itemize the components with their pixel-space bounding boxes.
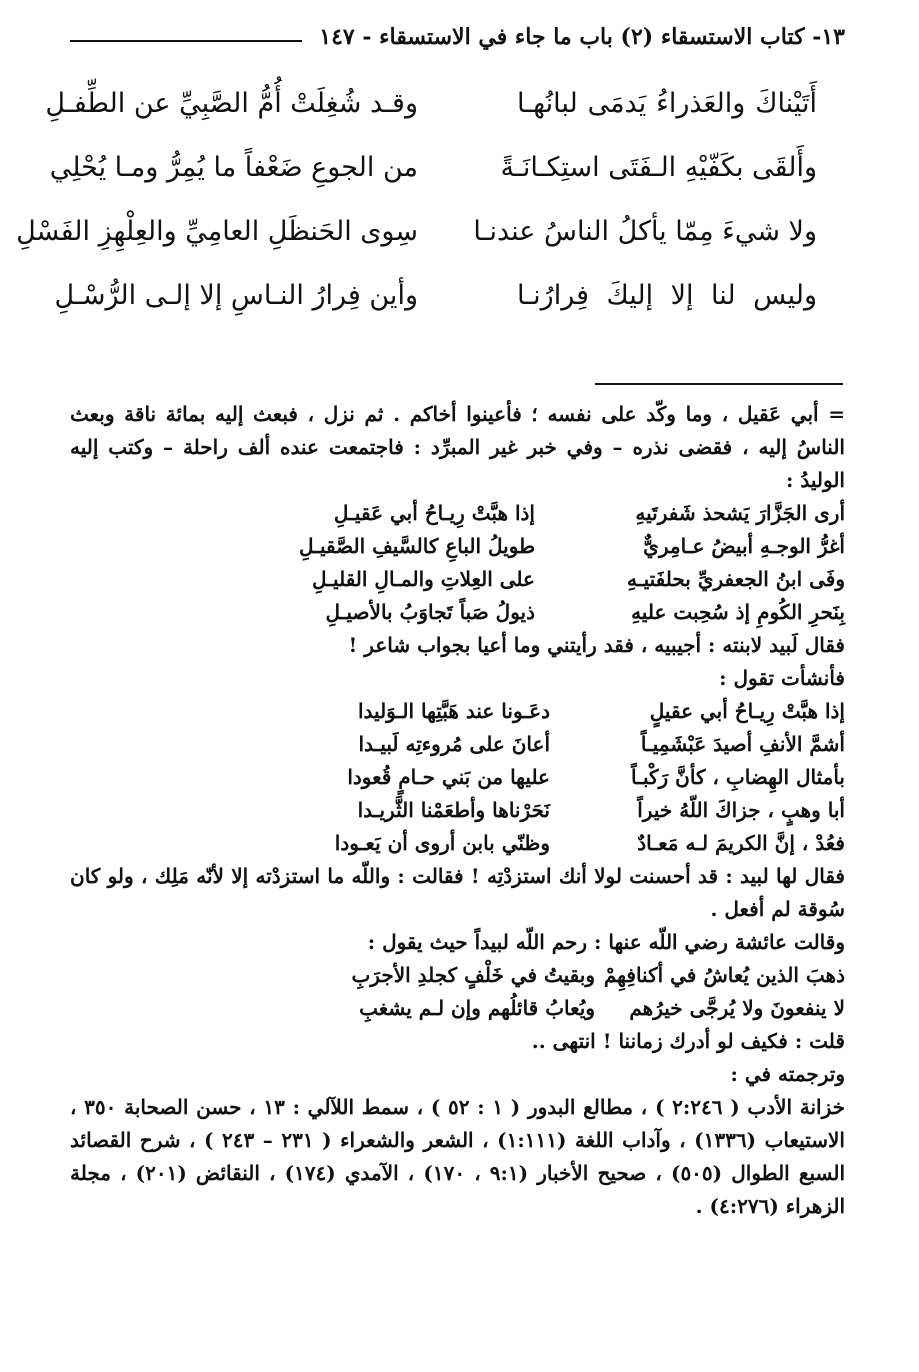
poem-line (54, 280, 845, 344)
first-hemistich: فعُدْ ، إنَّ الكريمَ لـه مَعـادٌ (637, 831, 845, 855)
verse-line (70, 728, 845, 761)
first-hemistich: أرى الجَزَّارَ يَشحذ شَفرتَيهِ (635, 501, 845, 525)
main-poem (16, 88, 845, 344)
verse-line (70, 695, 845, 728)
poem-line (16, 216, 845, 280)
first-hemistich: أغرُّ الوجـهِ أبيضُ عـامِريٌّ (643, 534, 845, 558)
second-hemistich: وأين فِرارُ النـاسِ إلا إلـى الرُّسْـلِ (54, 280, 418, 311)
verse-line (70, 596, 845, 629)
second-hemistich: أعانَ على مُروءتِه لَبيـدا (358, 732, 550, 756)
second-hemistich: إذا هبَّتْ رِيـاحُ أبي عَقيـلِ (333, 501, 535, 525)
verse-line (70, 497, 845, 530)
second-hemistich: من الجوعِ ضَعْفاً ما يُمِرُّ ومـا يُحْلِي (49, 152, 418, 183)
footnote-paragraph: وترجمته في : (730, 1062, 845, 1086)
footnotes (70, 398, 845, 1223)
footnote-paragraph: فأنشأت تقول : (719, 666, 845, 690)
verse-line (70, 530, 845, 563)
second-hemistich: ويُعابُ قائلُهم وإن لـم يشغبِ (359, 996, 595, 1020)
first-hemistich: وفَى ابنُ الجعفريِّ بحلفَتيـهِ (626, 567, 845, 591)
footnote-paragraph: فقال لَبيد لابنته : أجيبيه ، فقد رأيتني وما أعيا بجواب شاعر ! (348, 633, 845, 657)
second-hemistich: عليها من بَني حـامٍ قُعودا (347, 765, 550, 789)
first-hemistich: بِنَحرِ الكُومِ إذ سُحِبت عليهِ (631, 600, 845, 624)
first-hemistich: ولا شيءَ مِمّا يأكلُ الناسُ عندنـا (473, 216, 817, 247)
first-hemistich: وأَلقَى بكَفّيْهِ الـفَتَى استِكـانَـةً (500, 152, 817, 183)
footnote-paragraph: = أبي عَقيل ، وما وكّد على نفسه ؛ فأعينوا أخاكم . ثم نزل ، فبعث إليه بمائة ناقة وبعث الناسُ إليه ، فقضى نذره – وفي خبر غير المبرِّد : فاجتمعت عنده ألف راحلة – وكتب إليه الوليدُ : (70, 402, 845, 492)
first-hemistich: ذهبَ الذين يُعاشُ في أكنافِهِمْ (603, 963, 845, 987)
verse-line (70, 827, 845, 860)
second-hemistich: ذيولُ صَباً تَجاوَبُ بالأصيـلِ (325, 600, 535, 624)
verse-line (70, 959, 845, 992)
verse-line (70, 992, 845, 1025)
first-hemistich: أبا وهبٍ ، جزاكَ اللّهُ خيراً (637, 798, 845, 822)
header-rule (70, 40, 302, 42)
poem-line (45, 88, 845, 152)
footnote-paragraph: وقالت عائشة رضي اللّه عنها : رحم اللّه لبيداً حيث يقول : (367, 930, 845, 954)
first-hemistich: أَتَيْناكَ والعَذراءُ يَدمَى لبانُهـا (517, 88, 817, 119)
first-hemistich: بأمثال الهِضابِ ، كأنَّ رَكْبـاً (631, 765, 845, 789)
first-hemistich: أشمَّ الأنفِ أصيدَ عَبْشَمِيـاً (640, 732, 845, 756)
footnote-paragraph: فقال لها لبيد : قد أحسنت لولا أنك استزدْتِه ! فقالت : واللّه ما استزدْته إلا لأنّه مَلِك ، ولو كان سُوقة لم أفعل . (70, 864, 845, 921)
second-hemistich: نَحَرْناها وأطعَمْنا الثَّريـدا (357, 798, 550, 822)
verse-line (70, 563, 845, 596)
references-paragraph: خزانة الأدب ( ٢:٢٤٦ ) ، مطالع البدور ( ١ : ٥٢ ) ، سمط اللآلي : ١٣ ، حسن الصحابة ٣٥٠ ، الاستيعاب (١٣٣٦) ، وآداب اللغة (١:١١١) ، الشعر والشعراء ( ٢٣١ – ٢٤٣ ) ، شرح القصائد السبع الطوال (٥٠٥) ، صحيح الأخبار (٩:١ ، ١٧٠) ، الآمدي (١٧٤) ، النقائض (٢٠١) ، مجلة الزهراء (٤:٢٧٦) . (70, 1095, 846, 1218)
second-hemistich: دعَـونا عند هَبَّتِها الـوَليدا (357, 699, 550, 723)
running-title: ١٣- كتاب الاستسقاء (٢) باب ما جاء في الاستسقاء - ١٤٧ (319, 24, 845, 50)
second-hemistich: سِوى الحَنظَلِ العامِيِّ والعِلْهِزِ الفَسْلِ (16, 216, 418, 247)
first-hemistich: لا ينفعونَ ولا يُرجَّى خيرُهم (629, 996, 845, 1020)
first-hemistich: وليس لنا إلا إليكَ فِرارُنـا (517, 280, 817, 311)
page-header (70, 22, 845, 62)
second-hemistich: وبقيتُ في خَلْفٍ كجلدِ الأجرَبِ (351, 963, 595, 987)
second-hemistich: وقـد شُغِلَتْ أُمُّ الصَّبِيِّ عن الطِّفـلِ (45, 88, 418, 119)
verse-line (70, 761, 845, 794)
footnote-separator (595, 383, 843, 385)
second-hemistich: على العِلاتِ والمـالِ القليـلِ (312, 567, 535, 591)
verse-line (70, 794, 845, 827)
first-hemistich: إذا هبَّتْ رِيـاحُ أبي عقيلٍ (649, 699, 845, 723)
second-hemistich: وظنّي بابن أروى أن يَعـودا (334, 831, 550, 855)
footnote-paragraph: قلت : فكيف لو أدرك زماننا ! انتهى .. (531, 1029, 845, 1053)
poem-line (49, 152, 845, 216)
second-hemistich: طويلُ الباعِ كالسَّيفِ الصَّقيـلِ (298, 534, 535, 558)
